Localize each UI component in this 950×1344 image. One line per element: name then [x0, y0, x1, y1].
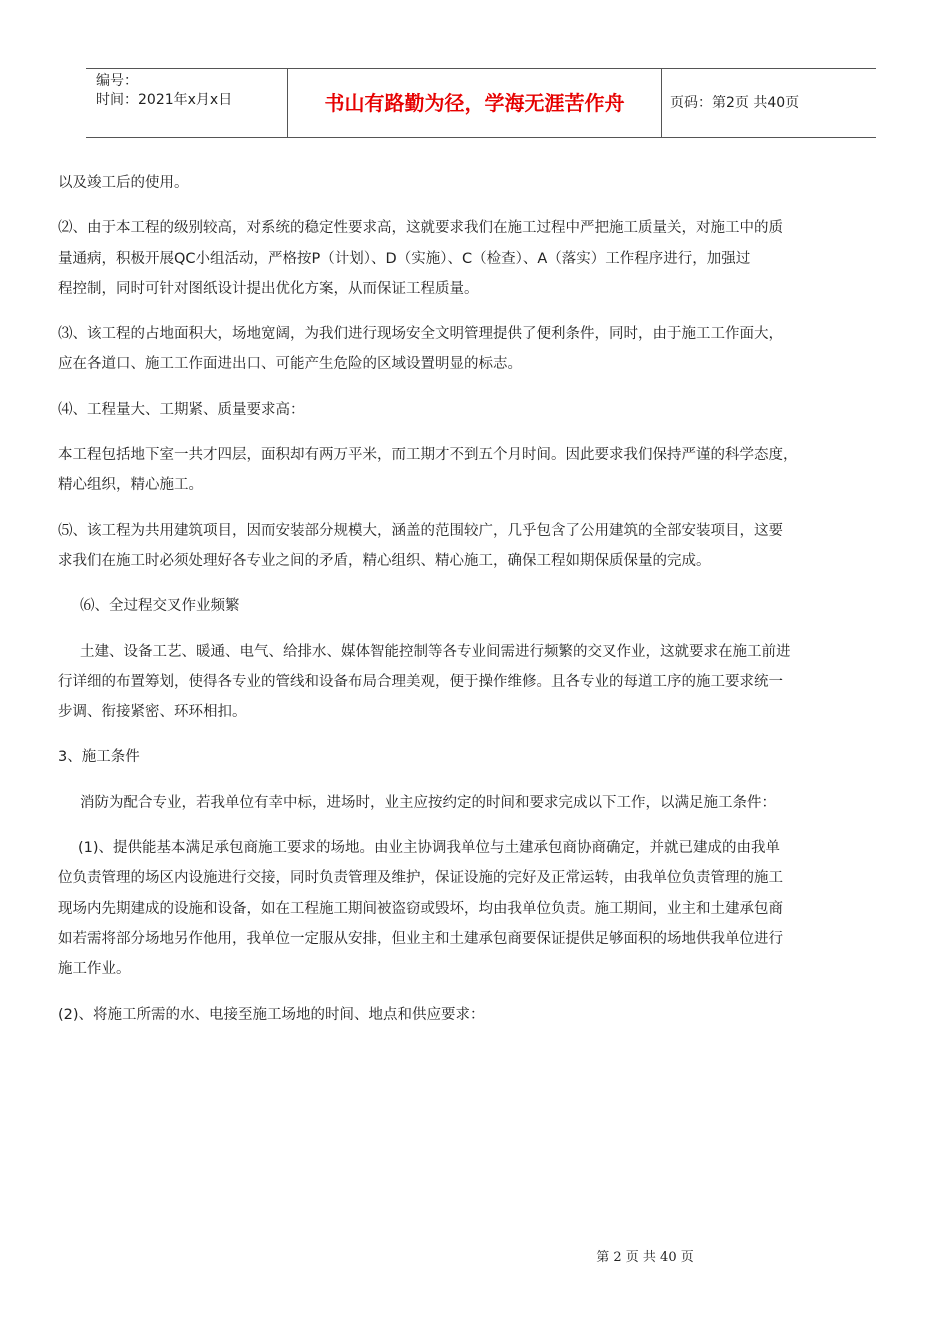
paragraph-line: 以及竣工后的使用。 — [58, 175, 189, 191]
document-body — [58, 168, 906, 1030]
paragraph-line: 精心组织，精心施工。 — [58, 477, 203, 494]
paragraph-line: 求我们在施工时必须处理好各专业之间的矛盾，精心组织、精心施工，确保工程如期保质保量的完成。 — [58, 552, 711, 569]
paragraph-line: 土建、设备工艺、暖通、电气、给排水、媒体智能控制等各专业间需进行频繁的交叉作业，这就要求在施工前进 — [80, 643, 791, 660]
paragraph-line: (1)、提供能基本满足承包商施工要求的场地。由业主协调我单位与土建承包商协商确定，并就已建成的由我单 — [78, 840, 781, 857]
paragraph-line: 本工程包括地下室一共才四层，面积却有两万平米，而工期才不到五个月时间。因此要求我们保持严谨的科学态度， — [58, 447, 798, 464]
paragraph-line: ⑹、全过程交叉作业频繁 — [80, 598, 240, 615]
paragraph-line: 位负责管理的场区内设施进行交接，同时负责管理及维护，保证设施的完好及正常运转，由我单位负责管理的施工 — [58, 870, 783, 887]
header-info-cell — [86, 69, 288, 137]
document-header — [86, 68, 876, 138]
header-motto: 书山有路勤为径，学海无涯苦作舟 — [288, 69, 662, 137]
header-date-label: 时间：2021年x月x日 — [96, 92, 233, 108]
paragraph-line: ⑶、该工程的占地面积大，场地宽阔，为我们进行现场安全文明管理提供了便利条件，同时，由于施工工作面大， — [58, 326, 783, 343]
section-heading: 3、施工条件 — [58, 749, 140, 766]
paragraph-line: ⑸、该工程为共用建筑项目，因而安装部分规模大，涵盖的范围较广，几乎包含了公用建筑的全部安装项目，这要 — [58, 522, 783, 539]
paragraph-line: 步调、衔接紧密、环环相扣。 — [58, 704, 247, 721]
page-footer — [0, 1246, 950, 1265]
paragraph-line: 应在各道口、施工工作面进出口、可能产生危险的区域设置明显的标志。 — [58, 356, 522, 373]
paragraph-line: 量通病，积极开展QC小组活动，严格按P（计划）、D（实施）、C（检查）、A（落实）工作程序进行，加强过 — [58, 250, 751, 267]
paragraph-line: ⑷、工程量大、工期紧、质量要求高： — [58, 401, 305, 418]
paragraph-line: 施工作业。 — [58, 961, 131, 978]
header-page-label: 页码：第2页 共40页 — [670, 95, 800, 111]
footer-page-number: 第 2 页 共 40 页 — [596, 1250, 694, 1265]
paragraph-line: ⑵、由于本工程的级别较高，对系统的稳定性要求高，这就要求我们在施工过程中严把施工质量关，对施工中的质 — [58, 220, 783, 237]
paragraph-line: 行详细的布置筹划，使得各专业的管线和设备布局合理美观，便于操作维修。且各专业的每道工序的施工要求统一 — [58, 673, 783, 690]
paragraph-line: 现场内先期建成的设施和设备，如在工程施工期间被盗窃或毁坏，均由我单位负责。施工期间，业主和土建承包商 — [58, 900, 783, 917]
paragraph-line: (2)、将施工所需的水、电接至施工场地的时间、地点和供应要求： — [58, 1006, 485, 1023]
header-number-label: 编号： — [96, 73, 138, 89]
paragraph-line: 程控制，同时可针对图纸设计提出优化方案，从而保证工程质量。 — [58, 280, 479, 297]
paragraph-line: 消防为配合专业，若我单位有幸中标，进场时，业主应按约定的时间和要求完成以下工作，以满足施工条件： — [80, 794, 776, 811]
paragraph-line: 如若需将部分场地另作他用，我单位一定服从安排，但业主和土建承包商要保证提供足够面积的场地供我单位进行 — [58, 930, 783, 947]
